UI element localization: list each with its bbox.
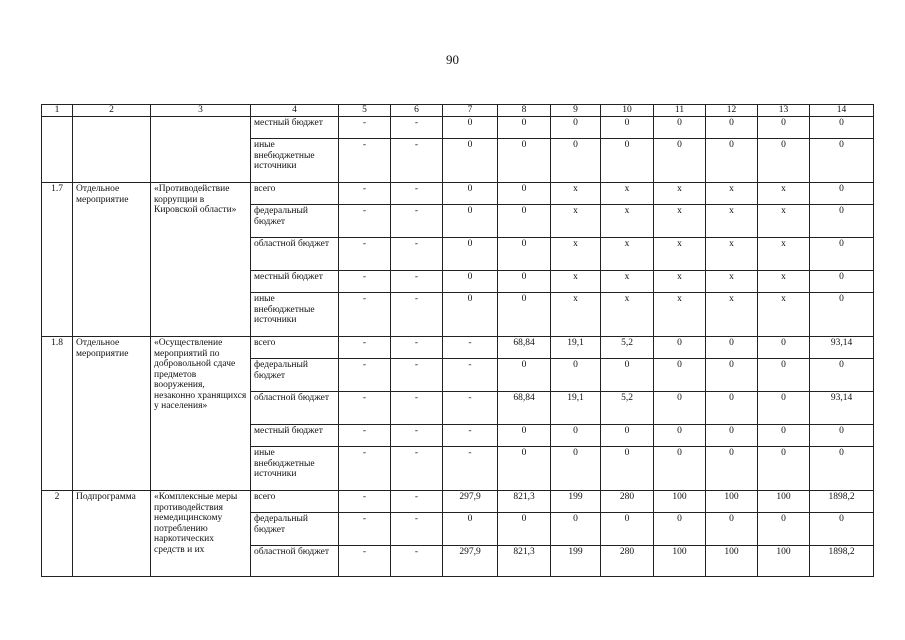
- value-cell: 0: [654, 139, 706, 183]
- header-cell: 11: [654, 105, 706, 117]
- value-cell: х: [601, 238, 654, 271]
- value-cell: 0: [654, 392, 706, 425]
- value-cell: -: [391, 491, 443, 513]
- value-cell: -: [443, 425, 498, 447]
- status-cell: [73, 117, 151, 183]
- value-cell: 0: [443, 205, 498, 238]
- value-cell: 280: [601, 546, 654, 577]
- funding-source: федеральный бюджет: [251, 205, 339, 238]
- value-cell: 199: [551, 491, 601, 513]
- value-cell: 297,9: [443, 546, 498, 577]
- name-cell: [151, 117, 251, 183]
- table-row: [42, 491, 874, 513]
- budget-table: [41, 104, 874, 577]
- table-row: [42, 337, 874, 359]
- value-cell: 0: [654, 425, 706, 447]
- value-cell: 0: [654, 513, 706, 546]
- funding-source: местный бюджет: [251, 425, 339, 447]
- value-cell: -: [339, 271, 391, 293]
- value-cell: х: [551, 238, 601, 271]
- value-cell: 0: [810, 205, 874, 238]
- value-cell: 0: [551, 447, 601, 491]
- value-cell: 0: [654, 117, 706, 139]
- value-cell: 0: [706, 359, 758, 392]
- value-cell: х: [654, 205, 706, 238]
- value-cell: 0: [498, 447, 551, 491]
- value-cell: -: [391, 513, 443, 546]
- value-cell: 0: [654, 337, 706, 359]
- value-cell: 0: [551, 117, 601, 139]
- value-cell: -: [339, 513, 391, 546]
- value-cell: 0: [758, 337, 810, 359]
- value-cell: -: [391, 546, 443, 577]
- value-cell: 1898,2: [810, 491, 874, 513]
- funding-source: областной бюджет: [251, 238, 339, 271]
- value-cell: -: [443, 392, 498, 425]
- value-cell: 0: [758, 359, 810, 392]
- value-cell: -: [391, 271, 443, 293]
- value-cell: 0: [654, 359, 706, 392]
- page-number: 90: [446, 52, 459, 67]
- header-row: [42, 105, 874, 117]
- funding-source: областной бюджет: [251, 546, 339, 577]
- value-cell: 0: [810, 117, 874, 139]
- value-cell: х: [758, 271, 810, 293]
- header-cell: 9: [551, 105, 601, 117]
- value-cell: 19,1: [551, 392, 601, 425]
- value-cell: 0: [758, 117, 810, 139]
- value-cell: 0: [443, 139, 498, 183]
- value-cell: 0: [498, 293, 551, 337]
- value-cell: -: [391, 117, 443, 139]
- header-cell: 2: [73, 105, 151, 117]
- value-cell: 0: [601, 513, 654, 546]
- value-cell: 0: [498, 183, 551, 205]
- value-cell: 0: [551, 139, 601, 183]
- value-cell: х: [551, 205, 601, 238]
- funding-source: всего: [251, 183, 339, 205]
- value-cell: -: [339, 546, 391, 577]
- value-cell: 100: [706, 491, 758, 513]
- value-cell: 0: [810, 359, 874, 392]
- item-status: Подпрограмма: [73, 491, 151, 577]
- value-cell: -: [391, 392, 443, 425]
- value-cell: 0: [810, 183, 874, 205]
- value-cell: -: [339, 392, 391, 425]
- header-cell: 13: [758, 105, 810, 117]
- value-cell: -: [443, 359, 498, 392]
- value-cell: х: [601, 293, 654, 337]
- value-cell: 0: [706, 513, 758, 546]
- value-cell: 0: [706, 447, 758, 491]
- value-cell: 0: [498, 205, 551, 238]
- value-cell: -: [391, 337, 443, 359]
- header-cell: 10: [601, 105, 654, 117]
- funding-source: федеральный бюджет: [251, 359, 339, 392]
- value-cell: 0: [498, 139, 551, 183]
- value-cell: 0: [601, 117, 654, 139]
- value-cell: 0: [443, 513, 498, 546]
- value-cell: 0: [706, 337, 758, 359]
- value-cell: 0: [551, 425, 601, 447]
- value-cell: х: [551, 271, 601, 293]
- value-cell: -: [391, 425, 443, 447]
- value-cell: 0: [810, 139, 874, 183]
- value-cell: 0: [758, 513, 810, 546]
- funding-source: местный бюджет: [251, 271, 339, 293]
- value-cell: -: [339, 293, 391, 337]
- value-cell: 93,14: [810, 337, 874, 359]
- value-cell: 821,3: [498, 546, 551, 577]
- value-cell: -: [339, 238, 391, 271]
- value-cell: х: [654, 238, 706, 271]
- funding-source: федеральный бюджет: [251, 513, 339, 546]
- value-cell: 0: [810, 513, 874, 546]
- value-cell: х: [654, 183, 706, 205]
- value-cell: -: [339, 117, 391, 139]
- value-cell: 0: [443, 271, 498, 293]
- value-cell: 100: [654, 546, 706, 577]
- value-cell: -: [339, 491, 391, 513]
- header-cell: 1: [42, 105, 73, 117]
- value-cell: 68,84: [498, 337, 551, 359]
- header-cell: 6: [391, 105, 443, 117]
- value-cell: -: [339, 205, 391, 238]
- value-cell: х: [758, 183, 810, 205]
- value-cell: 0: [758, 425, 810, 447]
- funding-source: иные внебюджетные источники: [251, 139, 339, 183]
- value-cell: х: [706, 238, 758, 271]
- value-cell: 93,14: [810, 392, 874, 425]
- funding-source: иные внебюджетные источники: [251, 293, 339, 337]
- value-cell: 100: [654, 491, 706, 513]
- value-cell: 0: [498, 359, 551, 392]
- value-cell: 0: [758, 139, 810, 183]
- item-status: Отдельное мероприятие: [73, 183, 151, 337]
- value-cell: х: [706, 205, 758, 238]
- value-cell: -: [391, 205, 443, 238]
- header-cell: 5: [339, 105, 391, 117]
- funding-source: всего: [251, 337, 339, 359]
- value-cell: 0: [810, 271, 874, 293]
- value-cell: -: [443, 447, 498, 491]
- value-cell: х: [706, 271, 758, 293]
- value-cell: -: [339, 425, 391, 447]
- value-cell: 68,84: [498, 392, 551, 425]
- value-cell: 297,9: [443, 491, 498, 513]
- value-cell: -: [339, 139, 391, 183]
- value-cell: 0: [758, 447, 810, 491]
- value-cell: 0: [706, 117, 758, 139]
- item-name: «Противодействие коррупции в Кировской области»: [151, 183, 251, 337]
- value-cell: х: [551, 183, 601, 205]
- header-cell: 3: [151, 105, 251, 117]
- value-cell: 100: [758, 491, 810, 513]
- value-cell: 0: [810, 447, 874, 491]
- value-cell: х: [758, 205, 810, 238]
- value-cell: -: [391, 139, 443, 183]
- value-cell: х: [654, 271, 706, 293]
- value-cell: -: [391, 183, 443, 205]
- value-cell: 100: [706, 546, 758, 577]
- value-cell: -: [391, 447, 443, 491]
- value-cell: 0: [706, 139, 758, 183]
- value-cell: 0: [601, 359, 654, 392]
- item-name: «Осуществление мероприятий по добровольной сдаче предметов вооружения, незаконно хранящихся у населения»: [151, 337, 251, 491]
- value-cell: 0: [498, 117, 551, 139]
- value-cell: 0: [551, 513, 601, 546]
- value-cell: 19,1: [551, 337, 601, 359]
- funding-source: областной бюджет: [251, 392, 339, 425]
- table-row: [42, 183, 874, 205]
- value-cell: х: [601, 205, 654, 238]
- value-cell: 280: [601, 491, 654, 513]
- item-status: Отдельное мероприятие: [73, 337, 151, 491]
- value-cell: х: [758, 238, 810, 271]
- value-cell: -: [391, 238, 443, 271]
- value-cell: 0: [498, 238, 551, 271]
- value-cell: х: [551, 293, 601, 337]
- value-cell: 199: [551, 546, 601, 577]
- table-row: [42, 117, 874, 139]
- item-number: 2: [42, 491, 73, 577]
- value-cell: х: [758, 293, 810, 337]
- value-cell: -: [339, 337, 391, 359]
- item-number: 1.7: [42, 183, 73, 337]
- value-cell: 0: [601, 139, 654, 183]
- item-name: «Комплексные меры противодействия немедицинскому потреблению наркотических средств и их: [151, 491, 251, 577]
- header-cell: 12: [706, 105, 758, 117]
- value-cell: х: [601, 183, 654, 205]
- value-cell: 0: [810, 238, 874, 271]
- value-cell: 0: [443, 293, 498, 337]
- value-cell: 0: [551, 359, 601, 392]
- item-number: 1.8: [42, 337, 73, 491]
- value-cell: 821,3: [498, 491, 551, 513]
- value-cell: 1898,2: [810, 546, 874, 577]
- value-cell: -: [339, 183, 391, 205]
- value-cell: 100: [758, 546, 810, 577]
- value-cell: 0: [443, 238, 498, 271]
- value-cell: 0: [443, 117, 498, 139]
- value-cell: 0: [498, 425, 551, 447]
- header-cell: 7: [443, 105, 498, 117]
- value-cell: х: [706, 183, 758, 205]
- funding-source: местный бюджет: [251, 117, 339, 139]
- value-cell: х: [601, 271, 654, 293]
- header-cell: 8: [498, 105, 551, 117]
- value-cell: 0: [706, 425, 758, 447]
- value-cell: 0: [758, 392, 810, 425]
- header-cell: 4: [251, 105, 339, 117]
- value-cell: 0: [498, 513, 551, 546]
- value-cell: 0: [601, 425, 654, 447]
- value-cell: 0: [601, 447, 654, 491]
- value-cell: 0: [498, 271, 551, 293]
- value-cell: 0: [810, 293, 874, 337]
- value-cell: х: [706, 293, 758, 337]
- value-cell: -: [391, 359, 443, 392]
- funding-source: всего: [251, 491, 339, 513]
- value-cell: 0: [443, 183, 498, 205]
- value-cell: -: [339, 447, 391, 491]
- value-cell: х: [654, 293, 706, 337]
- value-cell: -: [443, 337, 498, 359]
- value-cell: 0: [706, 392, 758, 425]
- value-cell: -: [339, 359, 391, 392]
- funding-source: иные внебюджетные источники: [251, 447, 339, 491]
- value-cell: 5,2: [601, 337, 654, 359]
- value-cell: -: [391, 293, 443, 337]
- value-cell: 5,2: [601, 392, 654, 425]
- number-cell: [42, 117, 73, 183]
- value-cell: 0: [654, 447, 706, 491]
- value-cell: 0: [810, 425, 874, 447]
- header-cell: 14: [810, 105, 874, 117]
